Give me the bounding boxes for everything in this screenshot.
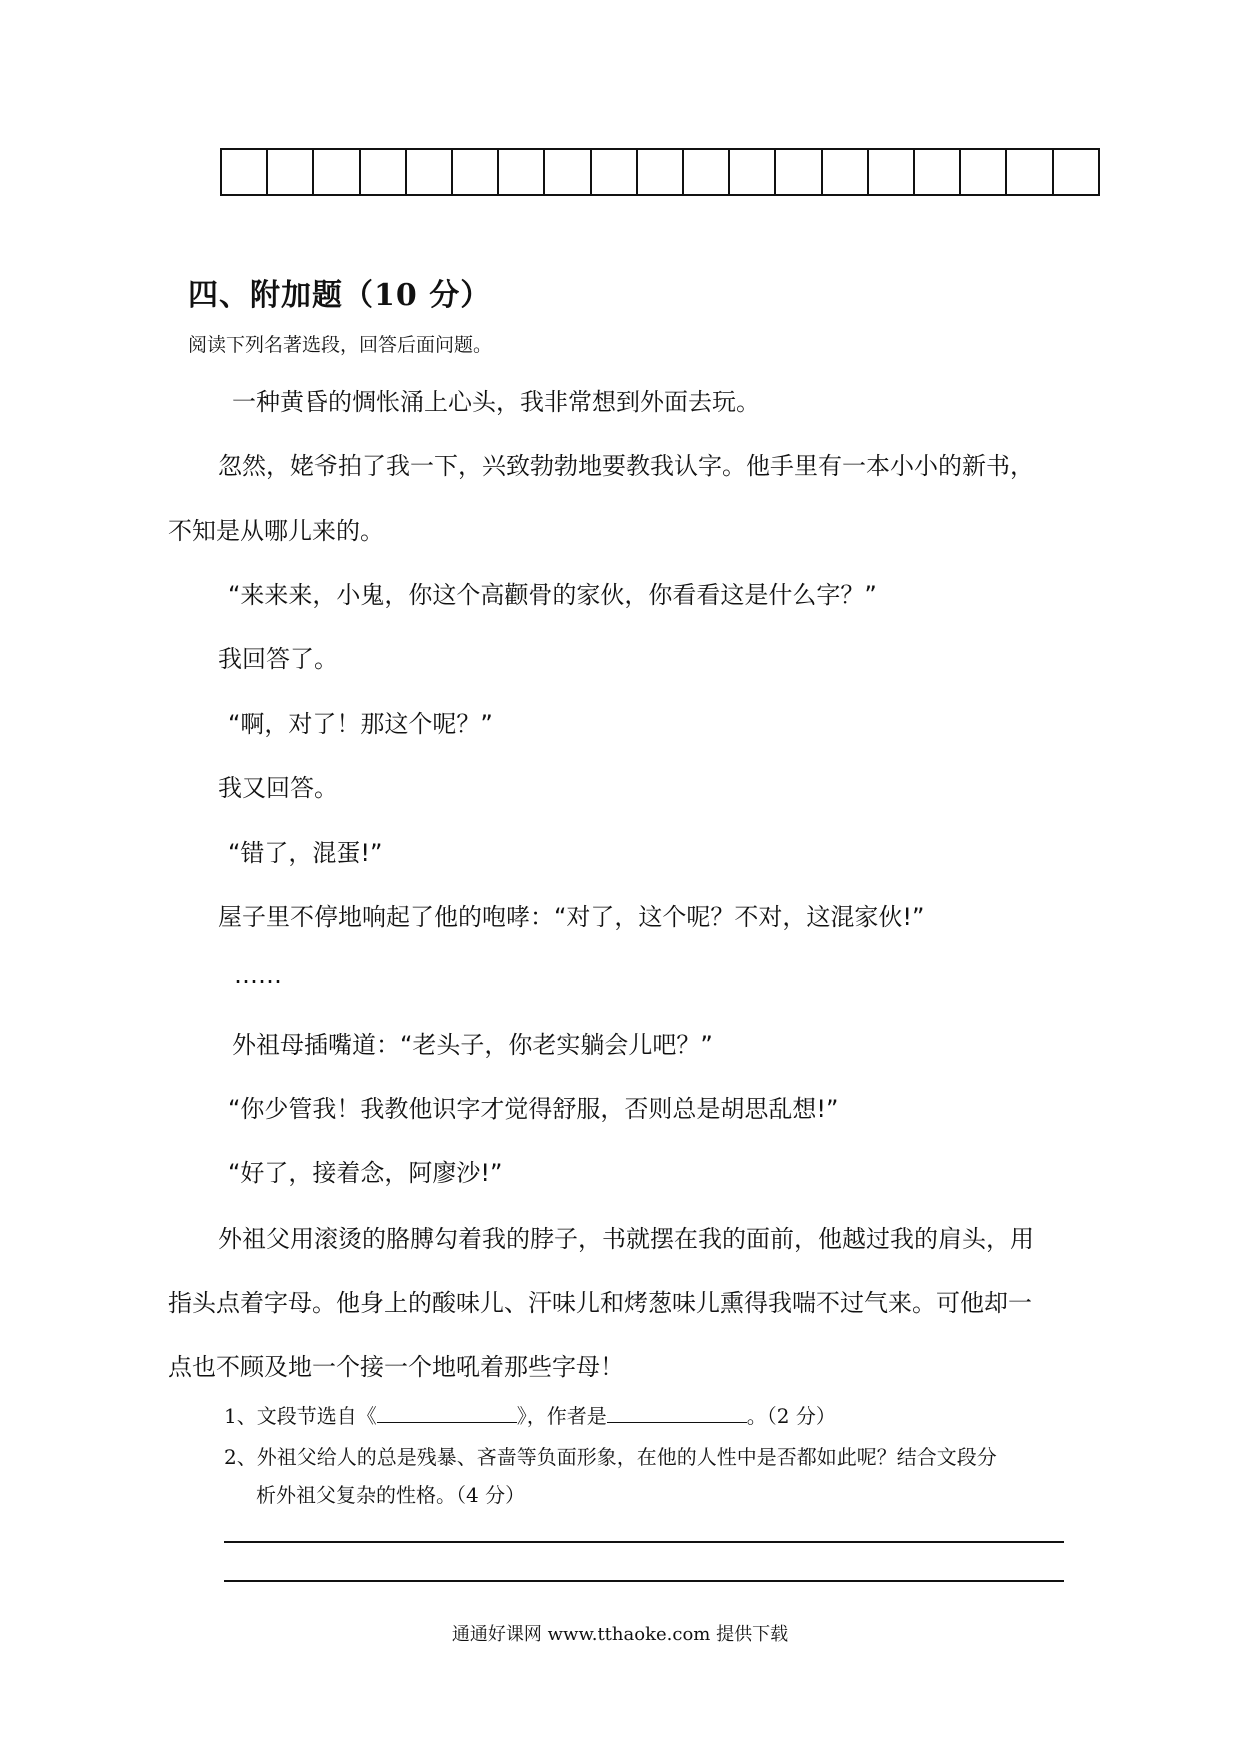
passage-line: “你少管我！我教他识字才觉得舒服，否则总是胡思乱想!” xyxy=(228,1095,839,1123)
grid-cell[interactable] xyxy=(222,150,268,194)
grid-cell[interactable] xyxy=(361,150,407,194)
passage-line: 外祖父用滚烫的胳膊勾着我的脖子，书就摆在我的面前，他越过我的肩头，用 xyxy=(218,1225,1034,1253)
book-title-blank[interactable] xyxy=(377,1402,517,1423)
question-1-middle: 》，作者是 xyxy=(516,1404,607,1428)
passage-line: “好了，接着念，阿廖沙!” xyxy=(228,1159,503,1187)
answer-line[interactable] xyxy=(224,1580,1064,1582)
page-footer: 通通好课网 www.tthaoke.com 提供下载 xyxy=(451,1624,789,1645)
grid-cell[interactable] xyxy=(730,150,776,194)
grid-cell[interactable] xyxy=(545,150,591,194)
grid-cell[interactable] xyxy=(1054,150,1098,194)
passage-ellipsis: …… xyxy=(234,961,282,989)
grid-cell[interactable] xyxy=(407,150,453,194)
passage-line: 不知是从哪儿来的。 xyxy=(168,517,384,545)
grid-cell[interactable] xyxy=(268,150,314,194)
grid-cell[interactable] xyxy=(961,150,1007,194)
grid-cell[interactable] xyxy=(453,150,499,194)
answer-line[interactable] xyxy=(224,1541,1064,1543)
question-1 xyxy=(224,1400,836,1429)
grid-cell[interactable] xyxy=(314,150,360,194)
passage-line: 外祖母插嘴道：“老头子，你老实躺会儿吧？” xyxy=(232,1031,713,1059)
question-2-line-1: 2、外祖父给人的总是残暴、吝啬等负面形象，在他的人性中是否都如此呢？结合文段分 xyxy=(224,1445,997,1469)
grid-cell[interactable] xyxy=(592,150,638,194)
author-blank[interactable] xyxy=(607,1402,747,1423)
reading-instruction: 阅读下列名著选段，回答后面问题。 xyxy=(188,334,493,356)
passage-line: 忽然，姥爷拍了我一下，兴致勃勃地要教我认字。他手里有一本小小的新书， xyxy=(218,452,1034,480)
question-2-line-2: 析外祖父复杂的性格。（4 分） xyxy=(256,1483,526,1507)
question-1-prefix: 1、文段节选自《 xyxy=(224,1404,377,1428)
grid-cell[interactable] xyxy=(638,150,684,194)
passage-line: 我回答了。 xyxy=(218,645,338,673)
passage-line: 我又回答。 xyxy=(218,774,338,802)
passage-line: 指头点着字母。他身上的酸味儿、汗味儿和烤葱味儿熏得我喘不过气来。可他却一 xyxy=(168,1289,1032,1317)
grid-cell[interactable] xyxy=(1007,150,1053,194)
section-title: 四、附加题（10 分） xyxy=(188,278,492,313)
grid-cell[interactable] xyxy=(776,150,822,194)
passage-line: 一种黄昏的惆怅涌上心头，我非常想到外面去玩。 xyxy=(232,388,760,416)
question-1-suffix: 。（2 分） xyxy=(746,1404,836,1428)
grid-cell[interactable] xyxy=(499,150,545,194)
passage-line: “啊，对了！那这个呢？” xyxy=(228,710,493,738)
passage-line: “来来来，小鬼，你这个高颧骨的家伙，你看看这是什么字？” xyxy=(228,581,877,609)
grid-cell[interactable] xyxy=(823,150,869,194)
passage-line: 屋子里不停地响起了他的咆哮：“对了，这个呢？不对，这混家伙!” xyxy=(218,903,925,931)
passage-line: “错了，混蛋!” xyxy=(228,839,383,867)
grid-cell[interactable] xyxy=(684,150,730,194)
grid-cell[interactable] xyxy=(869,150,915,194)
passage-line: 点也不顾及地一个接一个地吼着那些字母！ xyxy=(168,1353,624,1381)
character-grid xyxy=(220,148,1100,196)
grid-cell[interactable] xyxy=(915,150,961,194)
